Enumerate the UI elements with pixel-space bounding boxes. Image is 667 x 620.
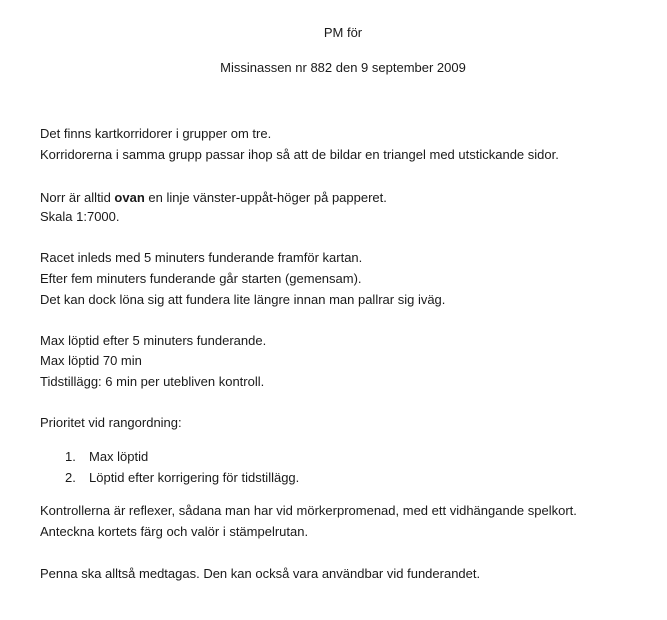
document-subtitle: Missinassen nr 882 den 9 september 2009	[220, 60, 466, 75]
list-item-text: Max löptid	[89, 449, 149, 464]
paragraph-line: Efter fem minuters funderande går starten (gemensam).	[40, 271, 362, 286]
text-segment: en linje vänster-uppåt-höger på papperet.	[144, 190, 387, 205]
paragraph-line: Anteckna kortets färg och valör i stämpelrutan.	[40, 524, 309, 539]
text-segment: Norr är alltid	[40, 190, 115, 205]
paragraph-line: Kontrollerna är reflexer, sådana man har vid mörkerpromenad, med ett vidhängande spelkort.	[40, 503, 577, 518]
paragraph-line: Penna ska alltså medtagas. Den kan också vara användbar vid funderandet.	[40, 566, 481, 581]
list-item-text: Löptid efter korrigering för tidstillägg.	[89, 470, 300, 485]
paragraph-line: Tidstillägg: 6 min per utebliven kontroll.	[40, 374, 265, 389]
paragraph-line: Korridorerna i samma grupp passar ihop så att de bildar en triangel med utstickande sidor.	[40, 147, 559, 162]
paragraph-line-north	[40, 190, 387, 206]
paragraph-line: Det kan dock löna sig att fundera lite längre innan man pallrar sig iväg.	[40, 292, 446, 307]
paragraph-line: Det finns kartkorridorer i grupper om tre.	[40, 126, 272, 141]
list-item-number: 2.	[65, 470, 76, 485]
paragraph-line: Skala 1:7000.	[40, 209, 120, 224]
document-title: PM för	[323, 25, 363, 40]
bold-word: ovan	[114, 190, 145, 205]
list-item-number: 1.	[65, 449, 76, 464]
paragraph-line: Racet inleds med 5 minuters funderande framför kartan.	[40, 250, 363, 265]
paragraph-line: Max löptid 70 min	[40, 353, 142, 368]
paragraph-line: Max löptid efter 5 minuters funderande.	[40, 333, 267, 348]
list-heading: Prioritet vid rangordning:	[40, 415, 182, 430]
